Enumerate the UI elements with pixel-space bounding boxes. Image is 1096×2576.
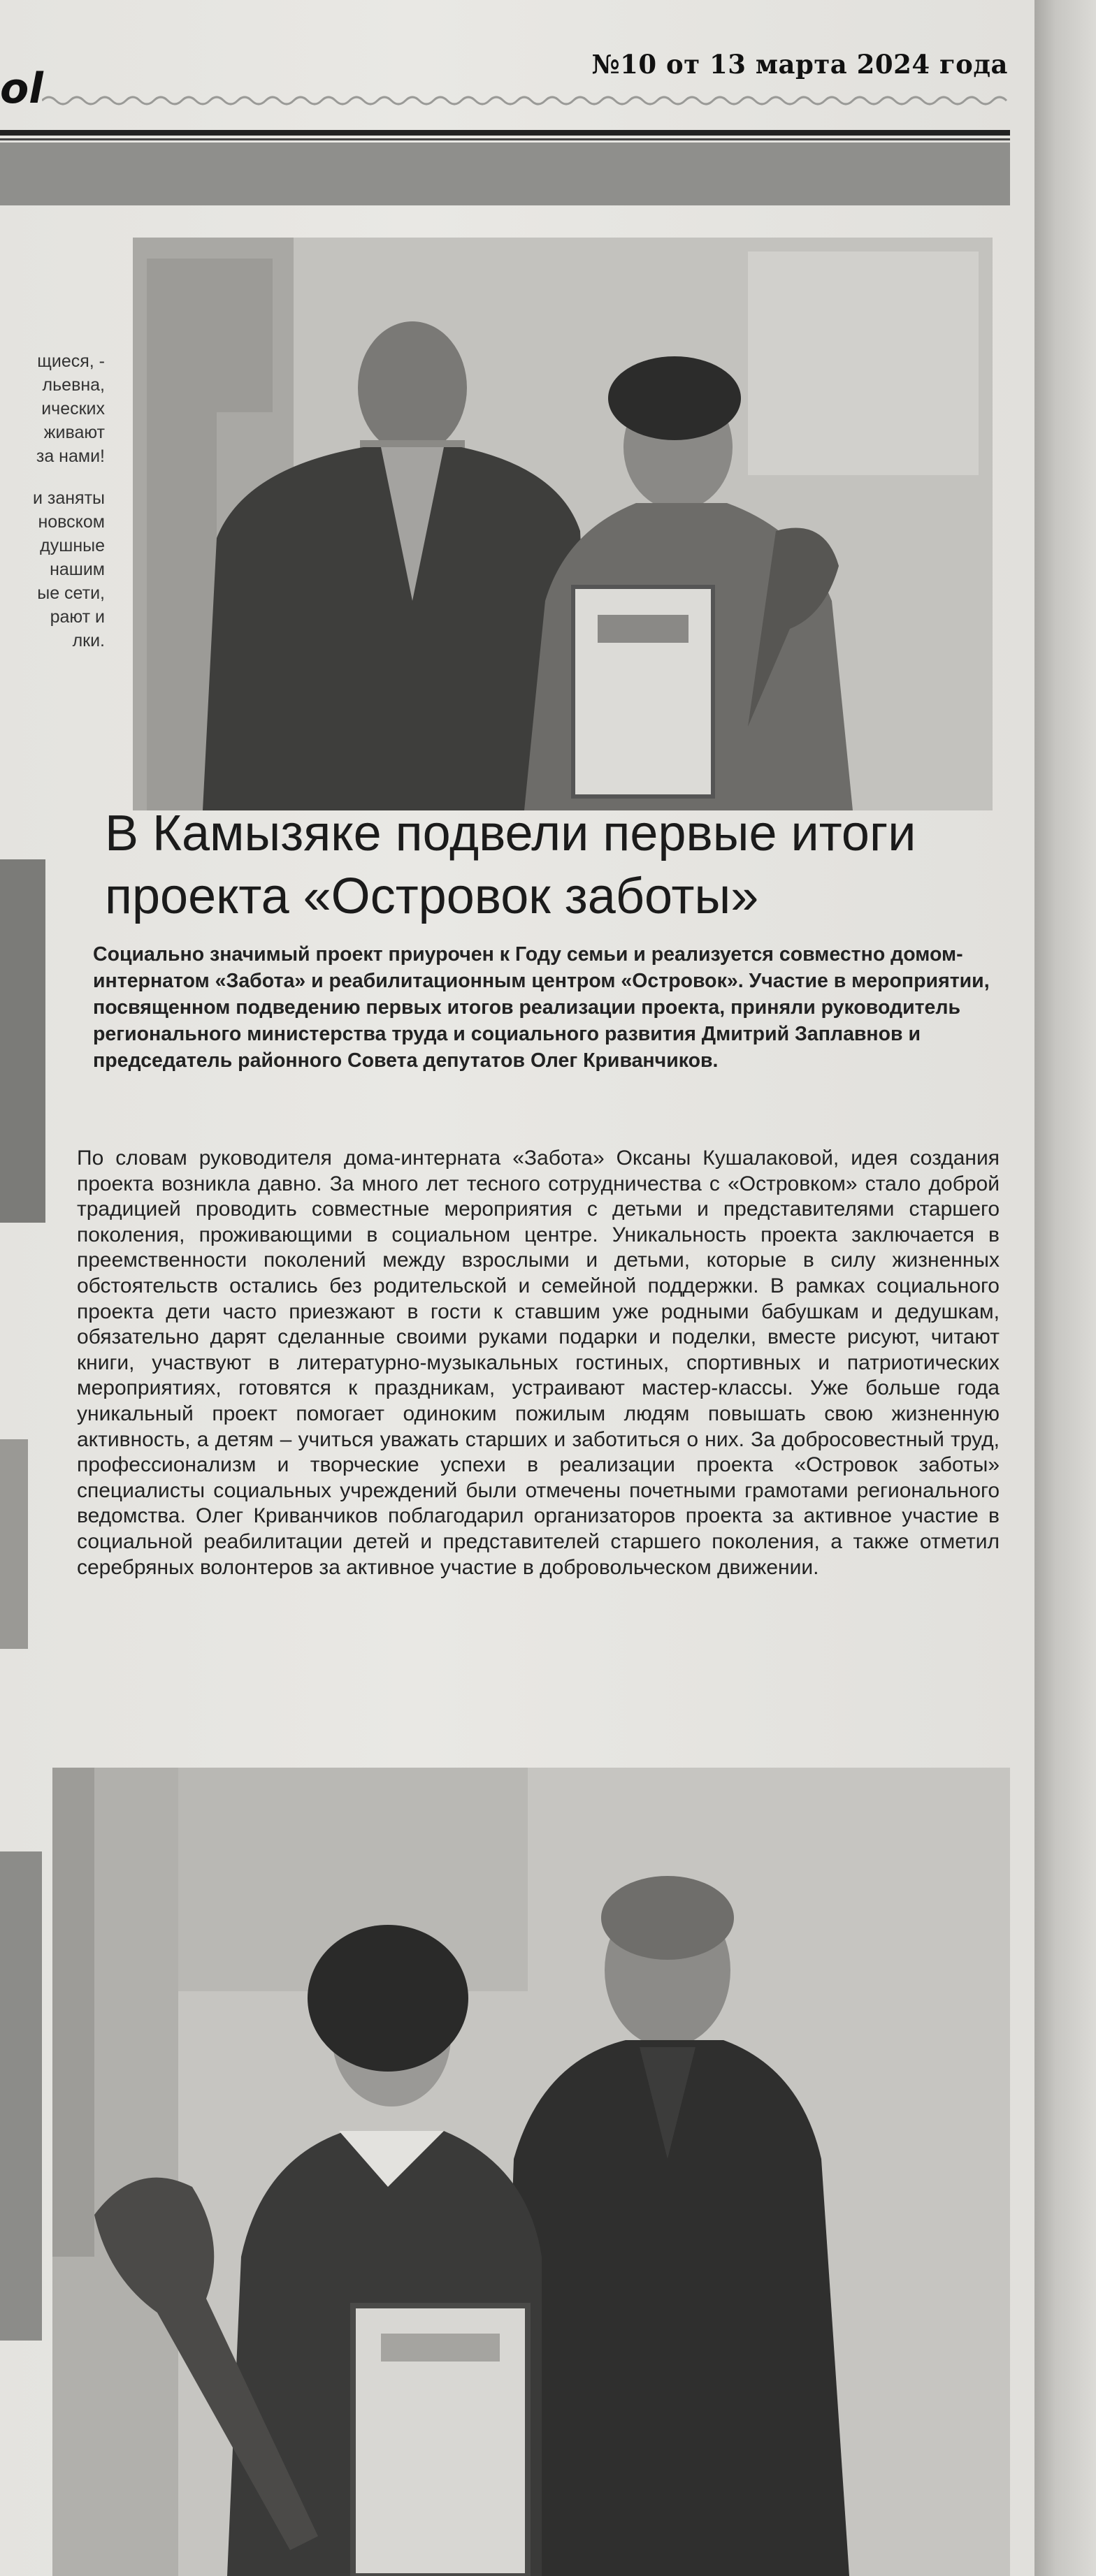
adjacent-photo-fragment <box>0 859 45 1223</box>
masthead-logo-fragment: ol <box>0 64 43 113</box>
fragment-line: ических <box>41 399 105 419</box>
adjacent-photo-fragment <box>0 1439 28 1649</box>
adjacent-article-fragment <box>0 349 105 727</box>
photo-illustration <box>133 238 993 810</box>
header-gray-band <box>0 143 1010 205</box>
article-body: По словам руководителя дома-интерната «Забота» Оксаны Кушалаковой, идея создания проекта возникла давно. За много лет тесного сотрудничества с «Островком» стало доброй традицией проводить совместные мероприятия с детьми и представителями старшего поколения, проживающими в социальном центре. Уникальность проекта заключается в преемственности поколений между взрослыми и детьми, которые в силу жизненных обстоятельств остались без родительской и семейной поддержки. В рамках социального проекта дети часто приезжают в гости к ставшим уже родными бабушкам и дедушкам, обязательно дарят сделанные своими руками подарки и поделки, вместе рисуют, читают книги, участвуют в литературно-музыкальных гостиных, спортивных и патриотических мероприятиях, готовятся к праздникам, устраивают мастер-классы. Уже больше года уникальный проект помогает одиноким пожилым людям повышать свою жизненную активность, а детям – учиться уважать старших и заботиться о них. За добросовестный труд, профессионализм и творческие успехи в реализации проекта «Островок заботы» специалисты социальных учреждений были отмечены почетными грамотами регионального ведомства. Олег Криванчиков поблагодарил организаторов проекта за активное участие в социальной реабилитации детей и представителей старшего поколения, а также отметил серебряных волонтеров за активное участие в добровольческом движении. <box>77 1147 1000 1579</box>
fragment-line: живают <box>43 423 105 442</box>
adjacent-photo-fragment <box>0 1851 42 2341</box>
fragment-line: душные <box>40 536 105 555</box>
article-lead: Социально значимый проект приурочен к Году семьи и реализуется совместно домом-интернатом «Забота» и реабилитационным центром «Островок». Участие в мероприятии, посвященном подведению первых итогов реализации проекта, приняли руководитель регионального министерства труда и социального развития Дмитрий Заплавнов и председатель районного Совета депутатов Олег Криванчиков. <box>93 943 990 1072</box>
fragment-line: нашим <box>50 560 105 579</box>
fragment-line: и заняты <box>32 488 105 508</box>
decorative-wave-line <box>42 92 1014 109</box>
fragment-line: новском <box>38 512 105 532</box>
photo-illustration <box>52 1768 1010 2576</box>
article-headline: В Камызяке подвели первые итоги проекта «Островок заботы» <box>105 806 916 924</box>
header-rule-thin <box>0 138 1010 140</box>
article-photo-top <box>133 238 993 810</box>
header-rule <box>0 130 1010 136</box>
fragment-line: лки. <box>72 631 105 650</box>
page-header <box>0 0 1034 140</box>
fragment-line: льевна, <box>42 375 105 395</box>
fragment-line: щиеся, - <box>37 351 105 371</box>
fragment-line: рают и <box>50 607 105 627</box>
article-photo-bottom <box>52 1768 1010 2576</box>
fragment-line: за нами! <box>36 446 105 466</box>
fragment-line: ые сети, <box>37 583 105 603</box>
issue-date: №10 от 13 марта 2024 года <box>591 49 1008 80</box>
page-fold-shadow <box>1034 0 1096 2576</box>
